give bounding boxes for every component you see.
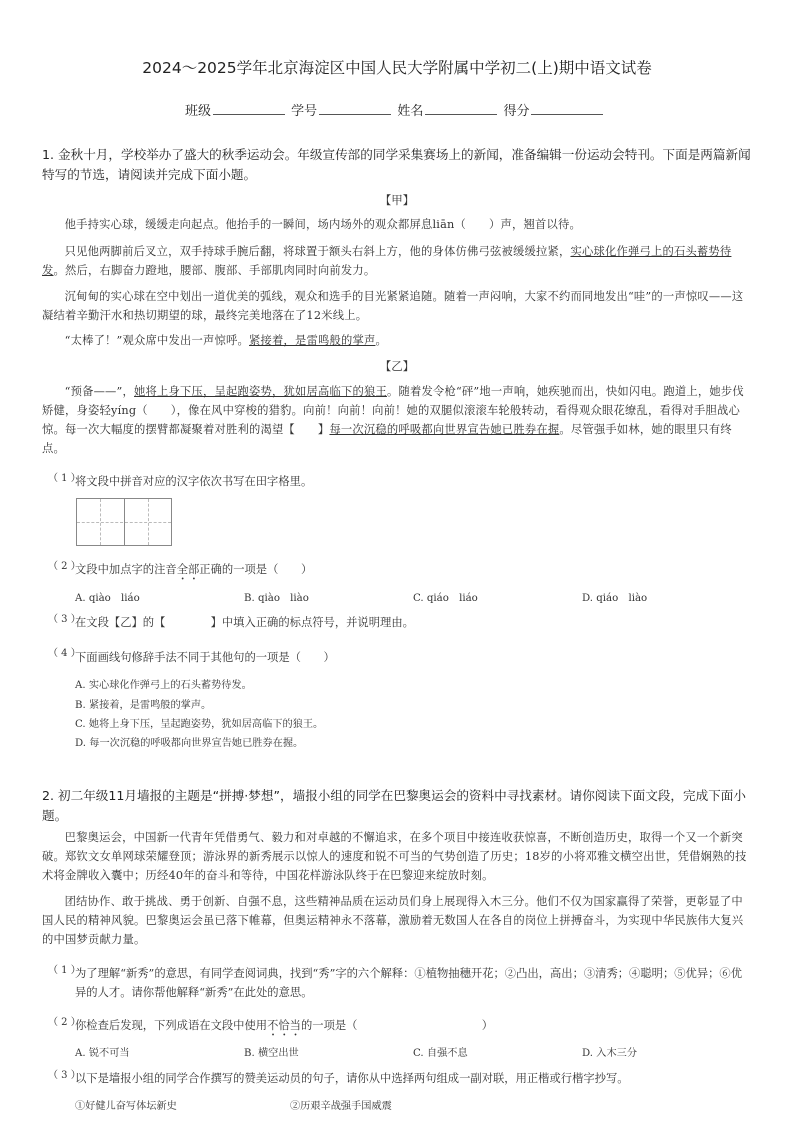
q1-sub2-option-a[interactable]: A. qiào liáo (75, 593, 140, 604)
text-run: 的一项是（ ） (300, 1019, 494, 1032)
q1-sub4-text: 下面画线句修辞手法不同于其他句的一项是（ ） (75, 651, 335, 664)
text-run: 。 (375, 334, 387, 347)
q2-sub2-text (75, 1017, 493, 1039)
q1-passage-jia-label: 【甲】 (379, 193, 415, 207)
q2-sub1-text: 为了理解“新秀”的意思，有同学查阅词典，找到“秀”字的六个解释：①植物抽穗开花；②凸出，高出；③清秀；④聪明；⑤优异；⑥优异的人才。请你帮他解释“新秀”在此处的意思。 (75, 967, 743, 999)
q1-sub4-number: （ 4 ） (48, 648, 81, 659)
q2-sub2-option-d[interactable]: D. 入木三分 (582, 1048, 638, 1059)
q1-sub3-text: 在文段【乙】的【 】中填入正确的标点符号，并说明理由。 (75, 616, 414, 629)
tianzige-cell-2[interactable] (124, 499, 171, 545)
q2-sub2-option-b[interactable]: B. 横空出世 (244, 1048, 299, 1059)
q1-jia-paragraph-4 (42, 331, 754, 350)
field-blank-name[interactable] (425, 100, 497, 115)
underlined-sentence: 每一次沉稳的呼吸都向世界宣告她已胜券在握 (329, 423, 560, 436)
q1-sub2-text (75, 561, 312, 583)
text-run: 你检查后发现，下列成语在文段中使用 (75, 1019, 268, 1032)
field-label-class: 班级 (185, 104, 212, 119)
q1-sub2-number: （ 2 ） (48, 561, 81, 572)
q1-sub4-option-c[interactable]: C. 她将上身下压，呈起跑姿势，犹如居高临下的狼王。 (75, 719, 324, 730)
q2-paragraph-1: 巴黎奥运会，中国新一代青年凭借勇气、毅力和对卓越的不懈追求，在多个项目中接连收获惊喜，不断创造历史，取得一个又一个新突破。郑钦文女单网球荣耀登顶；游泳界的新秀展示以惊人的速度和锐不可当的气势创造了历史；18岁的小将邓雅文横空出世，凭借娴熟的技术将金牌收入囊中；历经40年的奋斗和等待，中国花样游泳队终于在巴黎迎来绽放时刻。 (42, 831, 747, 882)
q1-jia-paragraph-3: 沉甸甸的实心球在空中划出一道优美的弧线，观众和选手的目光紧紧追随。随着一声闷响，大家不约而同地发出“哇”的一声惊叹——这凝结着辛勤汗水和热切期望的球，最终完美地落在了12米线上。 (42, 290, 744, 322)
underlined-sentence: 实心球化作弹弓上的石头蓄势待发 (42, 245, 732, 277)
field-label-name: 姓名 (397, 104, 424, 119)
field-label-score: 得分 (503, 104, 530, 119)
dotted-emphasis: 全部 (176, 563, 200, 576)
q1-sub4-option-a[interactable]: A. 实心球化作弹弓上的石头蓄势待发。 (75, 680, 252, 691)
text-run: 。随着发令枪“砰”地一声响，她疾驰而出，快如闪电。跑道上，她步伐矫健，身姿轻yíng（ ），像在风中穿梭的猎豹。向前！向前！向前！她的双腿似滚滚车轮般转动，看得观众眼花缭乱，看得对手胆战心惊。每一次大幅度的摆臂都凝聚着对胜利的渴望【 】 (42, 385, 744, 436)
text-run: 。尽管强手如林，她的眼里只有终点。 (42, 423, 732, 455)
field-label-student-no: 学号 (291, 104, 318, 119)
text-run: 只见他两脚前后叉立，双手持球手腕后翻，将球置于额头右斜上方，他的身体仿佛弓弦被缓缓拉紧， (64, 245, 571, 258)
field-blank-score[interactable] (531, 100, 603, 115)
q1-sub1-number: （ 1 ） (48, 473, 81, 484)
text-run: 文段中加点字的注音 (75, 563, 177, 576)
tianzige-cell-1[interactable] (77, 499, 123, 545)
q1-yi-paragraph (42, 382, 754, 458)
student-info-fields (185, 100, 605, 119)
q1-heading: 1. 金秋十月，学校举办了盛大的秋季运动会。年级宣传部的同学采集赛场上的新闻，准备编辑一份运动会特刊。下面是两篇新闻特写的节选，请阅读并完成下面小题。 (42, 147, 751, 182)
q1-jia-paragraph-1: 他手持实心球，缓缓走向起点。他抬手的一瞬间，场内场外的观众都屏息liān（ ）声，翘首以待。 (64, 218, 582, 231)
text-run: “太棒了！”观众席中发出一声惊呼。 (64, 334, 249, 347)
q2-paragraph-2: 团结协作、敢于挑战、勇于创新、自强不息，这些精神品质在运动员们身上展现得入木三分。他们不仅为国家赢得了荣誉，更彰显了中国人民的精神风貌。巴黎奥运会虽已落下帷幕，但奥运精神永不落幕，激励着无数国人在各自的岗位上拼搏奋斗，为实现中华民族伟大复兴的中国梦贡献力量。 (42, 895, 744, 946)
q2-sub3-number: （ 3 ） (48, 1070, 81, 1081)
q1-sub2-option-d[interactable]: D. qiáo liào (582, 593, 648, 604)
q2-sub2-option-c[interactable]: C. 自强不息 (413, 1048, 468, 1059)
q1-sub4-option-b[interactable]: B. 紧接着，是雷鸣般的掌声。 (75, 700, 212, 711)
q2-heading: 2. 初二年级11月墙报的主题是“拼搏·梦想”，墙报小组的同学在巴黎奥运会的资料中寻找素材。请你阅读下面文段，完成下面小题。 (42, 788, 746, 823)
q2-sub3-text: 以下是墙报小组的同学合作撰写的赞美运动员的句子，请你从中选择两句组成一副对联，用正楷或行楷字抄写。 (75, 1072, 629, 1085)
field-blank-class[interactable] (213, 100, 285, 115)
text-run: “预备——”， (64, 385, 135, 398)
text-run: 。然后，右脚奋力蹬地，腰部、腹部、手部肌肉同时向前发力。 (53, 264, 376, 277)
q1-sub2-option-c[interactable]: C. qiáo liáo (413, 593, 478, 604)
field-blank-student-no[interactable] (319, 100, 391, 115)
q2-sub2-option-a[interactable]: A. 锐不可当 (75, 1048, 130, 1059)
q1-sub4-option-d[interactable]: D. 每一次沉稳的呼吸都向世界宣告她已胜券在握。 (75, 738, 304, 749)
q1-sub3-number: （ 3 ） (48, 614, 81, 625)
q1-sub2-option-b[interactable]: B. qiào liào (244, 593, 309, 604)
q2-sub3-sentence-1: ①好健儿奋写体坛新史 (75, 1101, 177, 1112)
tianzige-answer-grid[interactable] (76, 498, 172, 546)
underlined-sentence: 紧接着，是雷鸣般的掌声 (249, 334, 376, 347)
q1-jia-paragraph-2 (42, 242, 754, 280)
q1-sub1-text: 将文段中拼音对应的汉字依次书写在田字格里。 (75, 475, 313, 488)
q1-passage-yi-label: 【乙】 (379, 359, 415, 373)
q2-sub1-number: （ 1 ） (48, 965, 81, 976)
underlined-sentence: 她将上身下压，呈起跑姿势，犹如居高临下的狼王 (134, 385, 387, 398)
dotted-emphasis: 不恰当 (267, 1019, 301, 1032)
q2-sub2-number: （ 2 ） (48, 1017, 81, 1028)
q2-sub3-sentence-2: ②历艰辛战强手国威震 (290, 1101, 392, 1112)
text-run: 正确的一项是（ ） (199, 563, 313, 576)
exam-title: 2024～2025学年北京海淀区中国人民大学附属中学初二(上)期中语文试卷 (142, 59, 652, 77)
